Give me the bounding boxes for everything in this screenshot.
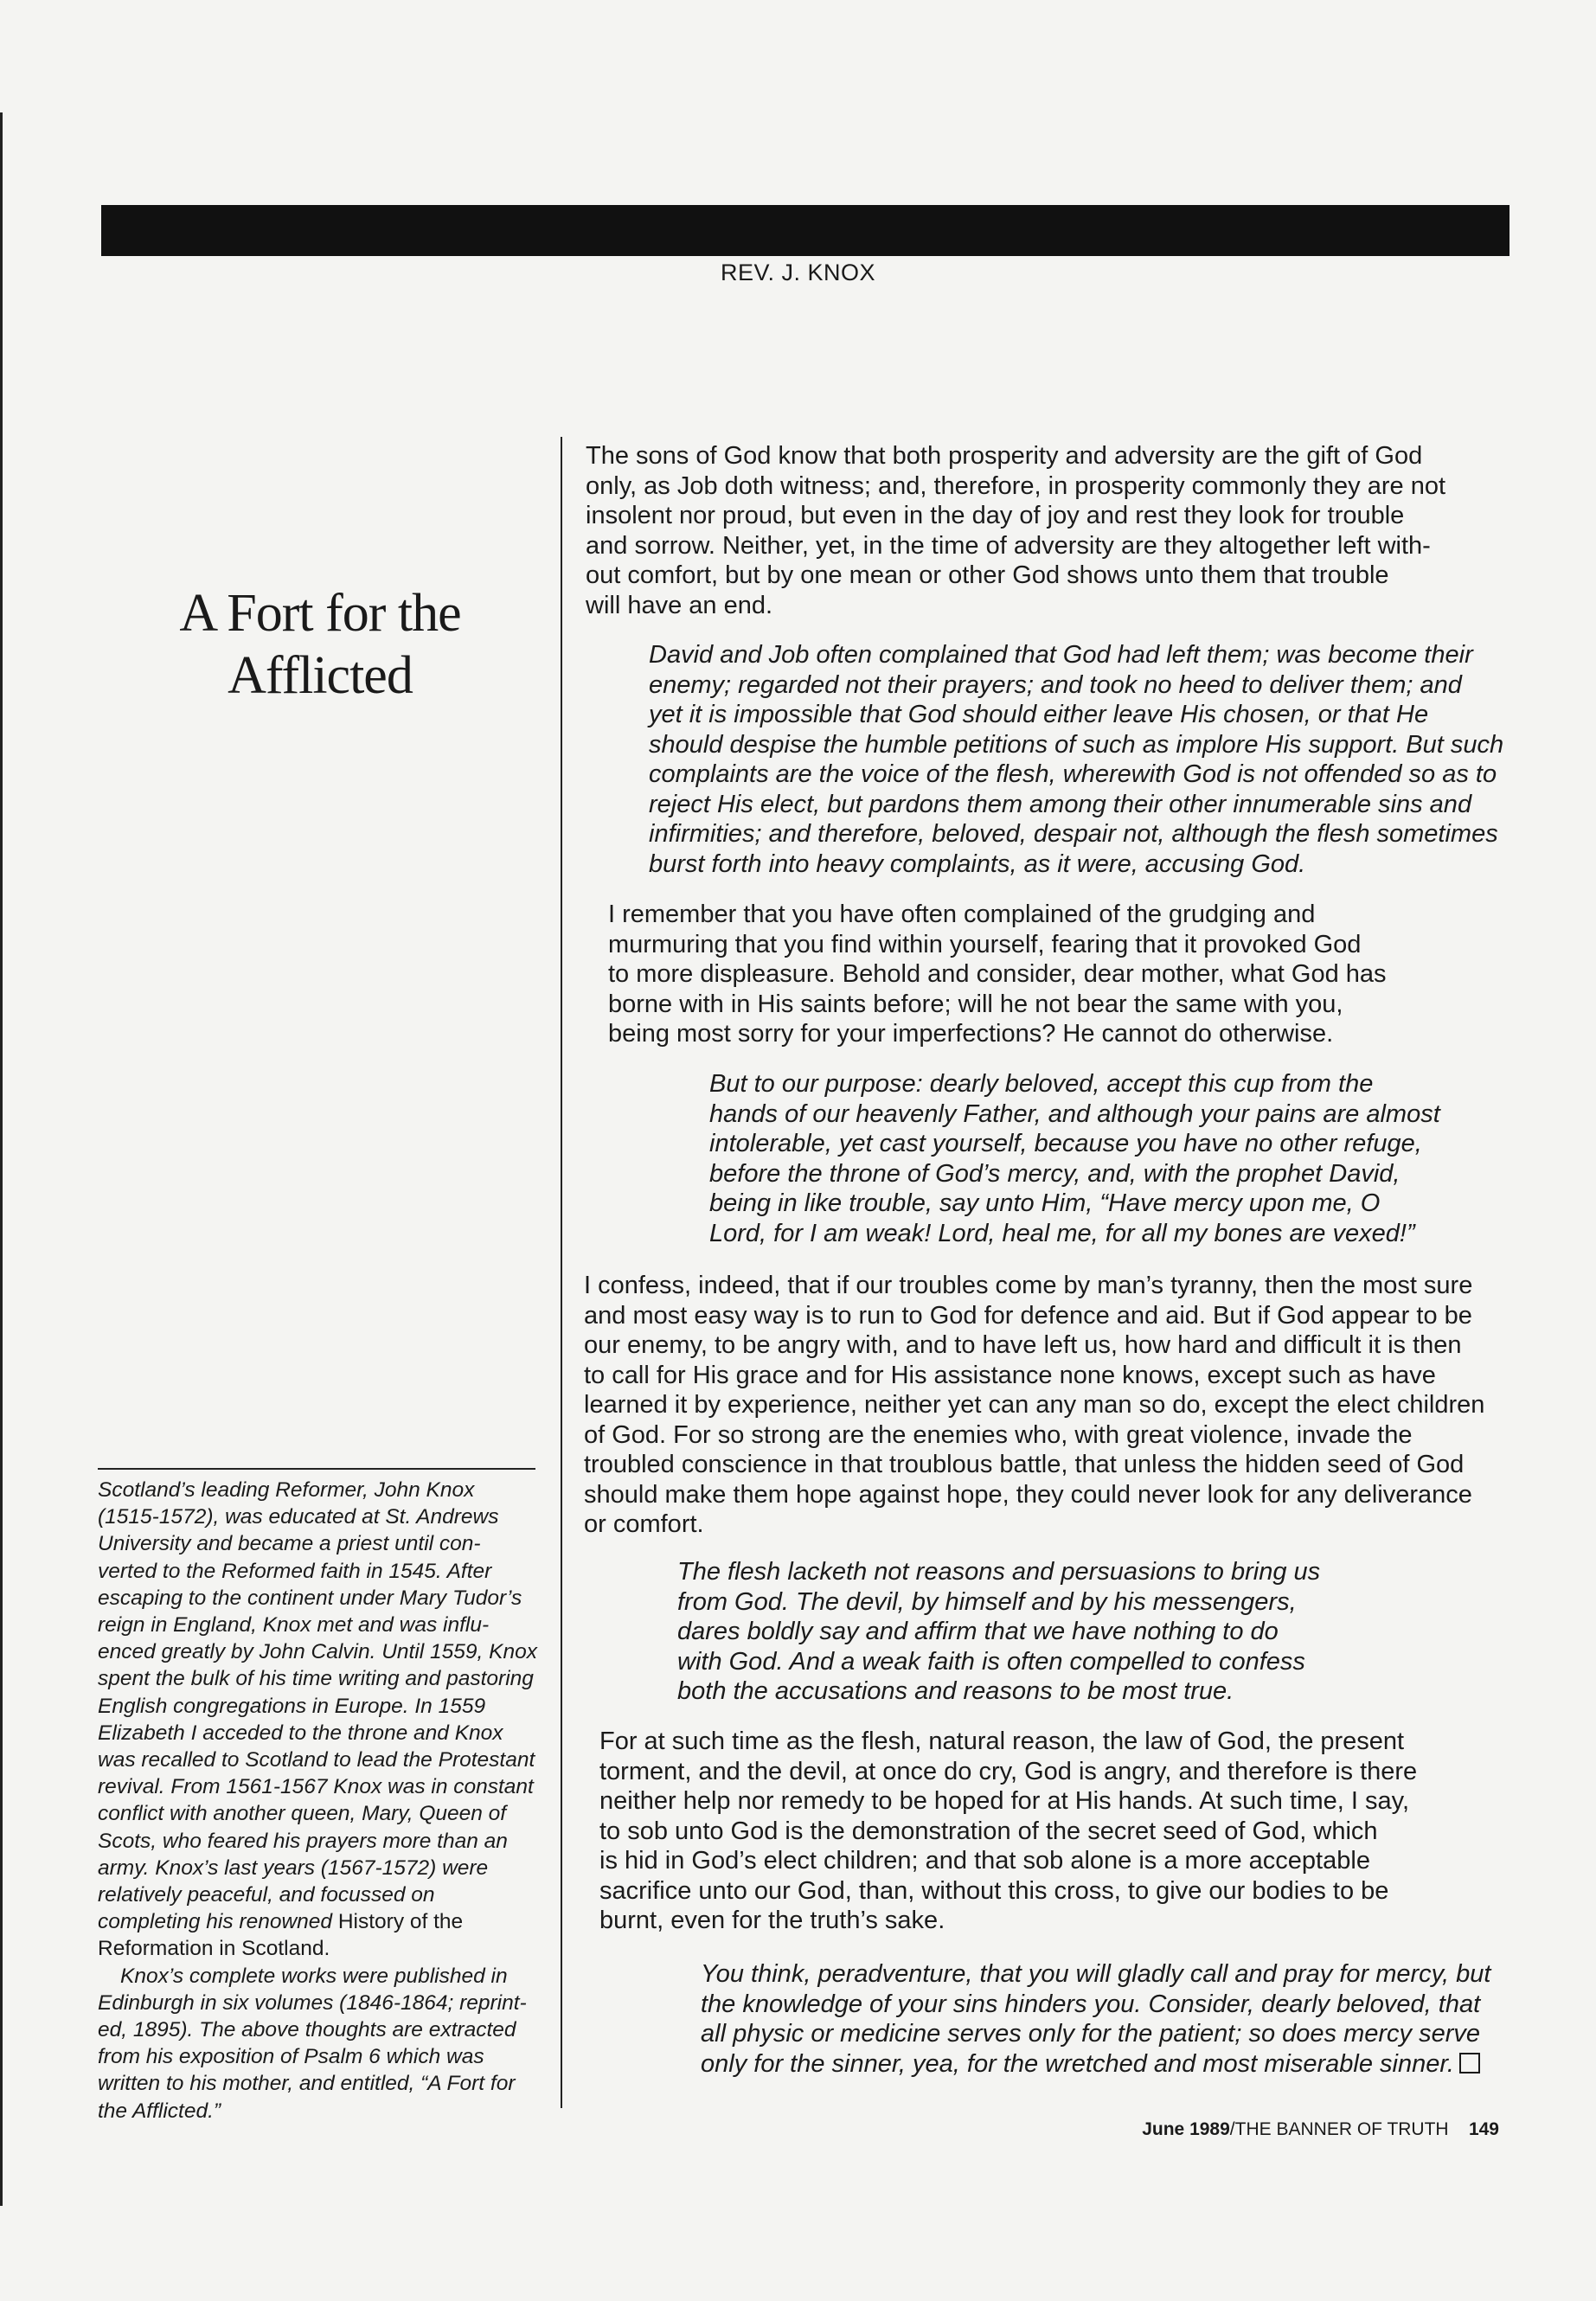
body-quote-3: The flesh lacketh not reasons and persuasions to bring us from God. The devil, by himself and by his messengers, dares boldly say and affirm that we have nothing to do with God. And a weak faith is often compelled to confess both the accusations and reasons to be most true. (677, 1558, 1321, 1705)
title-line-1: A Fort for the (179, 584, 461, 643)
title-line-2: Afflicted (228, 646, 413, 705)
bio-book-title: History of the Reformation in Scotland. (98, 1910, 464, 1961)
header-bar (101, 205, 1509, 256)
bio-divider (98, 1468, 535, 1470)
page-edge-line (0, 112, 3, 2206)
body-paragraph-4: For at such time as the flesh, natural reason, the law of God, the present torment, and the devil, at once do cry, God is angry, and therefore is there neither help nor remedy to be hoped for at His hands. At such time, I say, to sob unto God is the demonstration of the secret seed of God, which is hid in God’s elect children; and that sob alone is a more acceptable sacrifice unto our God, than, without this cross, to give our bodies to be burnt, even for the truth’s sake. (599, 1727, 1418, 1934)
quote-4-text: You think, peradventure, that you will gladly call and pray for mercy, but the knowledge of your sins hinders you. Consider, dearly beloved, that all physic or medicine serves only for the patient; so does mercy serve only for the sinner, yea, for the wretched and most miserable sinner. (701, 1960, 1491, 2078)
page-footer (1142, 2119, 1499, 2140)
article-title (138, 582, 502, 707)
body-paragraph-2: I remember that you have often complained of the grudging and murmuring that you find within yourself, fearing that it provoked God to more displeasure. Behold and consider, dear mother, what God has borne with in His saints before; will he not bear the same with you, being most sorry for your imperfections? He cannot do otherwise. (608, 901, 1387, 1048)
author-bio (98, 1477, 539, 2125)
footer-magazine: THE BANNER OF TRUTH (1234, 2119, 1449, 2139)
body-quote-4 (701, 1959, 1490, 2079)
body-quote-1: David and Job often complained that God had left them; was become their enemy; regarded not their prayers; and took no heed to deliver them; and yet it is impossible that God should either leave His chosen, or that He should despise the humble petitions of such as implore His support. But such complaints are the voice of the flesh, wherewith God is not offended so as to reject His elect, but pardons them among their other innumerable sins and infirmities; and therefore, beloved, despair not, although the flesh sometimes burst forth into heavy complaints, as it were, accusing God. (649, 641, 1504, 878)
column-divider (561, 437, 562, 2108)
body-paragraph-1: The sons of God know that both prosperity and adversity are the gift of God only, as Job doth witness; and, therefore, in prosperity commonly they are not insolent nor proud, but even in the day of joy and rest they look for trouble and sorrow. Neither, yet, in the time of adversity are they altogether left with- out comfort, but by one mean or other God shows unto them that trouble will have an end. (586, 442, 1446, 619)
footer-date: June 1989 (1142, 2119, 1230, 2139)
bio-paragraph-1 (98, 1477, 539, 1963)
body-quote-2: But to our purpose: dearly beloved, accept this cup from the hands of our heavenly Father, and although your pains are almost intolerable, yet cast yourself, because you have no other refuge, before the throne of God’s mercy, and, with the prophet David, being in like trouble, say unto Him, “Have mercy upon me, O Lord, for I am weak! Lord, heal me, for all my bones are vexed!” (709, 1070, 1440, 1247)
bio-paragraph-2: Knox’s complete works were published in Edinburgh in six volumes (1846-1864; reprint-ed, 1895). The above thoughts are extracted from his exposition of Psalm 6 which was written to his mother, and entitled, “A Fort for the Afflicted.” (98, 1964, 527, 2123)
footer-separator: / (1229, 2119, 1235, 2139)
end-mark-icon (1459, 2053, 1480, 2073)
body-paragraph-3: I confess, indeed, that if our troubles come by man’s tyranny, then the most sure and most easy way is to run to God for defence and aid. But if God appear to be our enemy, to be angry with, and to have left us, how hard and difficult it is then to call for His grace and for His assistance none knows, except such as have learned it by experience, neither yet can any man so do, except the elect children of God. For so strong are the enemies who, with great violence, invade the troubled conscience in that troublous battle, that unless the hidden seed of God should make them hope against hope, they could never look for any deliverance or comfort. (584, 1272, 1485, 1538)
bio-text: Scotland’s leading Reformer, John Knox (1515-1572), was educated at St. Andrews University and became a priest until con-verted to the Reformed faith in 1545. After escaping to the continent under Mary Tudor’s reign in England, Knox met and was influ-enced greatly by John Calvin. Until 1559, Knox spent the bulk of his time writing and pastoring English congregations in Europe. In 1559 Elizabeth I acceded to the throne and Knox was recalled to Scotland to lead the Protestant revival. From 1561-1567 Knox was in constant conflict with another queen, Mary, Queen of Scots, who feared his prayers more than an army. Knox’s last years (1567-1572) were relatively peaceful, and focussed on completing his renowned (98, 1478, 537, 1934)
page-number: 149 (1468, 2119, 1499, 2139)
running-head: REV. J. KNOX (720, 260, 876, 285)
